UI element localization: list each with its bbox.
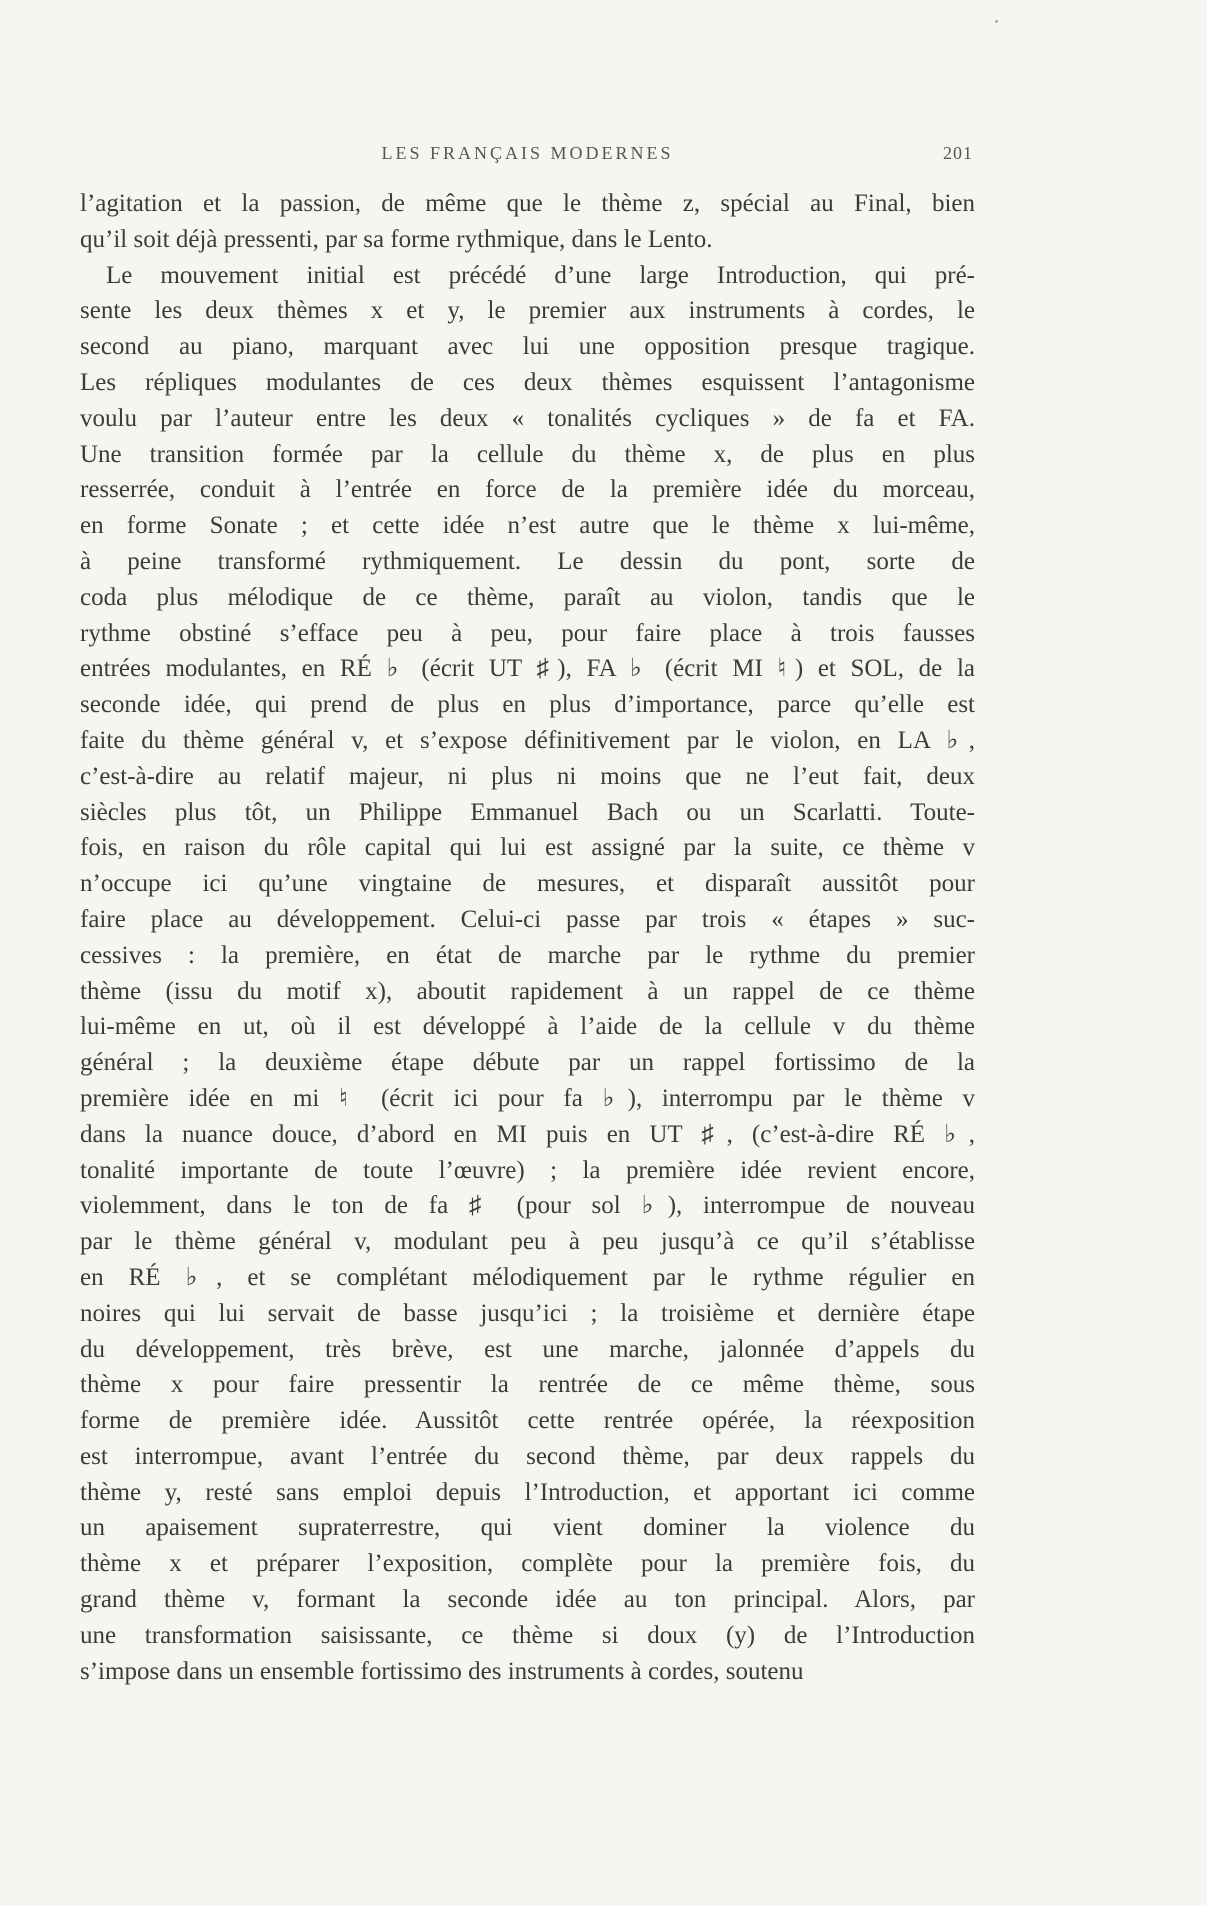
text-line: voulu par l’auteur entre les deux « tonalités cycliques » de fa et FA.	[80, 404, 975, 432]
text-line: s’impose dans un ensemble fortissimo des instruments à cordes, soutenu	[80, 1657, 804, 1685]
text-line: seconde idée, qui prend de plus en plus d’importance, parce qu’elle est	[80, 691, 975, 719]
text-line: lui-même en ut, où il est développé à l’aide de la cellule v du thème	[80, 1013, 975, 1041]
text-line: première idée en mi ♮ (écrit ici pour fa ♭), interrompu par le thème v	[80, 1084, 975, 1112]
text-line: siècles plus tôt, un Philippe Emmanuel Bach ou un Scarlatti. Toute-	[80, 798, 975, 826]
text-line: noires qui lui servait de basse jusqu’ici ; la troisième et dernière étape	[80, 1299, 975, 1327]
running-title: LES FRANÇAIS MODERNES	[381, 143, 674, 163]
text-line: tonalité importante de toute l’œuvre) ; la première idée revient encore,	[80, 1156, 975, 1184]
page-header	[80, 143, 975, 165]
text-line: c’est-à-dire au relatif majeur, ni plus ni moins que ne l’eut fait, deux	[80, 762, 975, 790]
text-line: resserrée, conduit à l’entrée en force de la première idée du morceau,	[80, 476, 975, 504]
text-line: cessives : la première, en état de marche par le rythme du premier	[80, 941, 975, 969]
text-line: l’agitation et la passion, de même que le thème z, spécial au Final, bien	[80, 190, 975, 217]
body-text	[80, 186, 975, 1689]
text-line: rythme obstiné s’efface peu à peu, pour faire place à trois fausses	[80, 619, 975, 647]
text-line: en RÉ ♭, et se complétant mélodiquement par le rythme régulier en	[80, 1263, 975, 1291]
text-line: grand thème v, formant la seconde idée au ton principal. Alors, par	[80, 1586, 975, 1614]
text-line: général ; la deuxième étape débute par un rappel fortissimo de la	[80, 1049, 975, 1077]
text-line: thème x pour faire pressentir la rentrée de ce même thème, sous	[80, 1371, 975, 1399]
text-line: du développement, très brève, est une marche, jalonnée d’appels du	[80, 1335, 975, 1363]
text-line: Le mouvement initial est précédé d’une large Introduction, qui pré-	[106, 261, 975, 289]
text-line: sente les deux thèmes x et y, le premier aux instruments à cordes, le	[80, 297, 975, 325]
text-line: second au piano, marquant avec lui une opposition presque tragique.	[80, 333, 975, 361]
text-line: qu’il soit déjà pressenti, par sa forme rythmique, dans le Lento.	[80, 225, 713, 253]
text-line: par le thème général v, modulant peu à peu jusqu’à ce qu’il s’établisse	[80, 1228, 975, 1256]
text-line: thème x et préparer l’exposition, complète pour la première fois, du	[80, 1550, 975, 1578]
text-line: faire place au développement. Celui-ci passe par trois « étapes » suc-	[80, 905, 975, 933]
text-line: un apaisement supraterrestre, qui vient dominer la violence du	[80, 1514, 975, 1542]
paper-speck	[995, 20, 998, 23]
page-number: 201	[943, 143, 973, 163]
text-line: est interrompue, avant l’entrée du second thème, par deux rappels du	[80, 1442, 975, 1470]
text-line: en forme Sonate ; et cette idée n’est autre que le thème x lui-même,	[80, 512, 975, 540]
text-line: forme de première idée. Aussitôt cette rentrée opérée, la réexposition	[80, 1407, 975, 1435]
text-line: faite du thème général v, et s’expose définitivement par le violon, en LA ♭,	[80, 726, 975, 754]
text-line: thème y, resté sans emploi depuis l’Introduction, et apportant ici comme	[80, 1478, 975, 1506]
text-line: à peine transformé rythmiquement. Le dessin du pont, sorte de	[80, 547, 975, 575]
text-line: n’occupe ici qu’une vingtaine de mesures, et disparaît aussitôt pour	[80, 870, 975, 898]
text-line: entrées modulantes, en RÉ ♭ (écrit UT ♯), FA ♭ (écrit MI ♮) et SOL, de la	[80, 655, 975, 683]
text-line: Une transition formée par la cellule du thème x, de plus en plus	[80, 440, 975, 468]
text-line: dans la nuance douce, d’abord en MI puis en UT ♯, (c’est-à-dire RÉ ♭,	[80, 1120, 975, 1148]
text-line: violemment, dans le ton de fa ♯ (pour sol ♭), interrompue de nouveau	[80, 1192, 975, 1220]
text-line: thème (issu du motif x), aboutit rapidement à un rappel de ce thème	[80, 977, 975, 1005]
text-line: une transformation saisissante, ce thème si doux (y) de l’Introduction	[80, 1621, 975, 1649]
text-line: fois, en raison du rôle capital qui lui est assigné par la suite, ce thème v	[80, 834, 975, 862]
text-line: Les répliques modulantes de ces deux thèmes esquissent l’antagonisme	[80, 368, 975, 396]
text-line: coda plus mélodique de ce thème, paraît au violon, tandis que le	[80, 583, 975, 611]
